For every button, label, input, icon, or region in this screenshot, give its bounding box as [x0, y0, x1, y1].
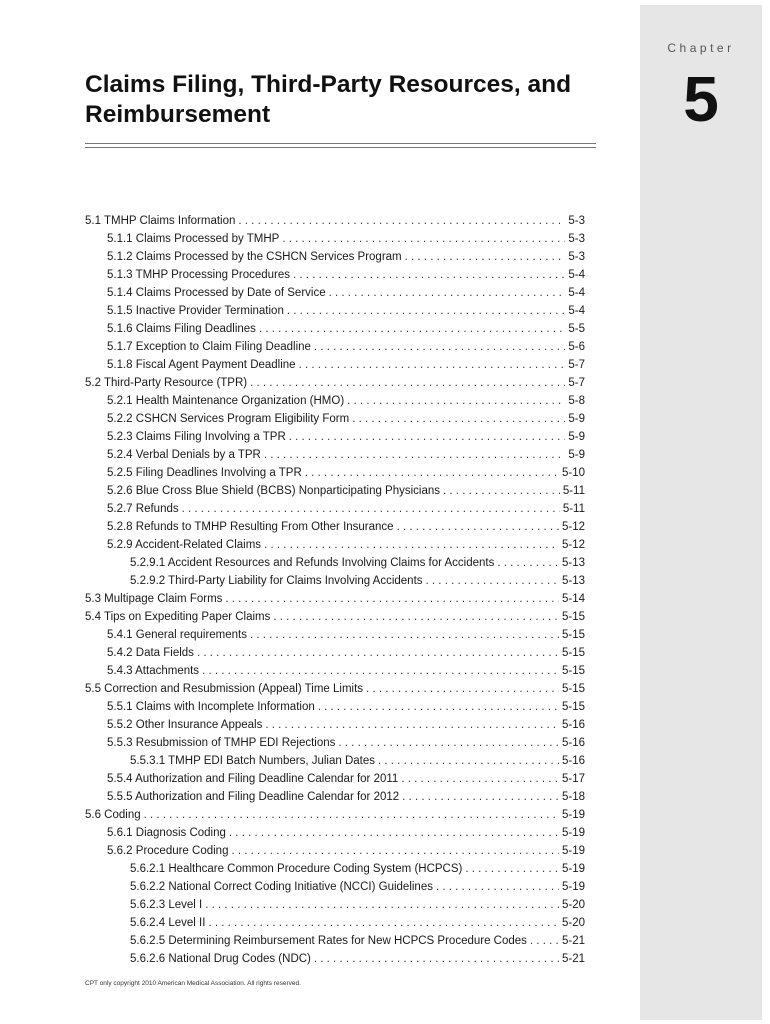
- toc-entry[interactable]: [85, 356, 585, 374]
- toc-entry-page: 5-4: [568, 287, 585, 299]
- table-of-contents: [85, 212, 585, 968]
- toc-entry-page: 5-6: [568, 341, 585, 353]
- toc-entry-label: 5.1.5 Inactive Provider Termination: [107, 305, 284, 317]
- toc-entry-page: 5-20: [561, 899, 585, 911]
- toc-dot-leader: [338, 734, 559, 752]
- toc-entry[interactable]: [85, 536, 585, 554]
- toc-entry[interactable]: [85, 662, 585, 680]
- toc-dot-leader: [282, 230, 565, 248]
- toc-entry-label: 5.2.1 Health Maintenance Organization (HMO): [107, 395, 345, 407]
- toc-entry[interactable]: [85, 428, 585, 446]
- toc-dot-leader: [264, 446, 566, 464]
- toc-entry-page: 5-11: [562, 485, 585, 497]
- toc-entry-label: 5.3 Multipage Claim Forms: [85, 593, 223, 605]
- toc-dot-leader: [289, 428, 566, 446]
- toc-entry-label: 5.4 Tips on Expediting Paper Claims: [85, 611, 271, 623]
- toc-dot-leader: [293, 266, 565, 284]
- toc-entry-page: 5-3: [568, 233, 585, 245]
- toc-dot-leader: [205, 896, 559, 914]
- toc-dot-leader: [530, 932, 559, 950]
- toc-entry-page: 5-3: [568, 251, 585, 263]
- toc-dot-leader: [314, 950, 559, 968]
- toc-entry[interactable]: [85, 554, 585, 572]
- toc-entry[interactable]: [85, 716, 585, 734]
- toc-entry-page: 5-4: [568, 269, 585, 281]
- toc-entry-label: 5.6.2 Procedure Coding: [107, 845, 229, 857]
- toc-entry-page: 5-7: [568, 377, 585, 389]
- toc-entry-page: 5-16: [561, 719, 585, 731]
- toc-entry-label: 5.6.2.1 Healthcare Common Procedure Coding System (HCPCS): [130, 863, 463, 875]
- toc-dot-leader: [238, 212, 565, 230]
- toc-entry-page: 5-15: [561, 683, 585, 695]
- toc-entry[interactable]: [85, 950, 585, 968]
- toc-entry-label: 5.1.3 TMHP Processing Procedures: [107, 269, 291, 281]
- toc-dot-leader: [225, 590, 559, 608]
- toc-entry-label: 5.6.2.3 Level I: [130, 899, 203, 911]
- toc-entry[interactable]: [85, 860, 585, 878]
- toc-dot-leader: [259, 320, 565, 338]
- toc-entry-label: 5.1.7 Exception to Claim Filing Deadline: [107, 341, 311, 353]
- toc-dot-leader: [329, 284, 566, 302]
- toc-dot-leader: [352, 410, 565, 428]
- toc-entry-label: 5.2.3 Claims Filing Involving a TPR: [107, 431, 286, 443]
- toc-entry[interactable]: [85, 590, 585, 608]
- toc-entry-page: 5-18: [561, 791, 585, 803]
- toc-entry-page: 5-4: [568, 305, 585, 317]
- toc-entry-label: 5.6.2.4 Level II: [130, 917, 206, 929]
- toc-dot-leader: [426, 572, 559, 590]
- toc-entry[interactable]: [85, 752, 585, 770]
- toc-entry-page: 5-10: [561, 467, 585, 479]
- toc-entry-page: 5-3: [568, 215, 585, 227]
- toc-entry-label: 5.2.9.2 Third-Party Liability for Claims Involving Accidents: [130, 575, 423, 587]
- toc-entry-label: 5.1.1 Claims Processed by TMHP: [107, 233, 280, 245]
- toc-entry-label: 5.1 TMHP Claims Information: [85, 215, 236, 227]
- toc-entry[interactable]: [85, 932, 585, 950]
- chapter-sidebar: [640, 5, 762, 1020]
- toc-entry[interactable]: [85, 482, 585, 500]
- toc-dot-leader: [401, 770, 559, 788]
- toc-entry[interactable]: [85, 410, 585, 428]
- toc-entry-page: 5-19: [561, 845, 585, 857]
- toc-entry-page: 5-20: [561, 917, 585, 929]
- toc-entry-label: 5.5.4 Authorization and Filing Deadline Calendar for 2011: [107, 773, 399, 785]
- toc-dot-leader: [318, 698, 559, 716]
- toc-entry-label: 5.6.1 Diagnosis Coding: [107, 827, 226, 839]
- toc-entry[interactable]: [85, 788, 585, 806]
- toc-entry[interactable]: [85, 338, 585, 356]
- toc-dot-leader: [264, 536, 559, 554]
- toc-entry[interactable]: [85, 842, 585, 860]
- toc-entry-page: 5-21: [561, 953, 585, 965]
- toc-dot-leader: [202, 662, 559, 680]
- toc-entry[interactable]: [85, 824, 585, 842]
- toc-entry-page: 5-15: [561, 629, 585, 641]
- toc-entry-page: 5-8: [568, 395, 585, 407]
- toc-entry-label: 5.5.5 Authorization and Filing Deadline Calendar for 2012: [107, 791, 400, 803]
- toc-entry-page: 5-9: [568, 449, 585, 461]
- toc-entry-label: 5.2.4 Verbal Denials by a TPR: [107, 449, 261, 461]
- toc-dot-leader: [378, 752, 559, 770]
- toc-entry-label: 5.2.2 CSHCN Services Program Eligibility Form: [107, 413, 350, 425]
- toc-dot-leader: [287, 302, 566, 320]
- toc-entry-label: 5.4.2 Data Fields: [107, 647, 194, 659]
- toc-dot-leader: [265, 716, 559, 734]
- toc-entry-page: 5-13: [561, 575, 585, 587]
- toc-entry-label: 5.2.8 Refunds to TMHP Resulting From Other Insurance: [107, 521, 394, 533]
- toc-dot-leader: [229, 824, 559, 842]
- toc-entry-page: 5-19: [561, 863, 585, 875]
- toc-entry[interactable]: [85, 770, 585, 788]
- toc-entry-label: 5.2.6 Blue Cross Blue Shield (BCBS) Nonparticipating Physicians: [107, 485, 441, 497]
- toc-entry[interactable]: [85, 626, 585, 644]
- toc-entry[interactable]: [85, 806, 585, 824]
- toc-entry-page: 5-19: [561, 809, 585, 821]
- toc-entry-page: 5-16: [561, 737, 585, 749]
- toc-entry[interactable]: [85, 698, 585, 716]
- toc-entry-label: 5.6.2.6 National Drug Codes (NDC): [130, 953, 311, 965]
- toc-entry-label: 5.5.3 Resubmission of TMHP EDI Rejections: [107, 737, 336, 749]
- toc-entry-page: 5-12: [561, 521, 585, 533]
- toc-dot-leader: [231, 842, 559, 860]
- toc-entry-page: 5-14: [561, 593, 585, 605]
- toc-entry[interactable]: [85, 572, 585, 590]
- toc-dot-leader: [402, 788, 559, 806]
- toc-entry[interactable]: [85, 374, 585, 392]
- toc-entry-page: 5-9: [568, 413, 585, 425]
- toc-dot-leader: [182, 500, 560, 518]
- toc-entry[interactable]: [85, 266, 585, 284]
- toc-entry[interactable]: [85, 446, 585, 464]
- toc-entry-page: 5-5: [568, 323, 585, 335]
- toc-entry-label: 5.2.9.1 Accident Resources and Refunds Involving Claims for Accidents: [130, 557, 495, 569]
- toc-entry-label: 5.6.2.5 Determining Reimbursement Rates for New HCPCS Procedure Codes: [130, 935, 527, 947]
- toc-dot-leader: [305, 464, 559, 482]
- toc-entry-label: 5.2 Third-Party Resource (TPR): [85, 377, 248, 389]
- toc-entry[interactable]: [85, 644, 585, 662]
- toc-entry[interactable]: [85, 230, 585, 248]
- toc-entry[interactable]: [85, 248, 585, 266]
- title-divider: [85, 143, 596, 148]
- toc-entry-label: 5.1.8 Fiscal Agent Payment Deadline: [107, 359, 296, 371]
- toc-entry-label: 5.1.6 Claims Filing Deadlines: [107, 323, 256, 335]
- toc-entry-page: 5-12: [561, 539, 585, 551]
- toc-entry[interactable]: [85, 914, 585, 932]
- toc-dot-leader: [347, 392, 565, 410]
- toc-entry[interactable]: [85, 680, 585, 698]
- toc-entry[interactable]: [85, 896, 585, 914]
- toc-entry[interactable]: [85, 608, 585, 626]
- toc-entry-label: 5.5.1 Claims with Incomplete Information: [107, 701, 315, 713]
- toc-entry-label: 5.2.5 Filing Deadlines Involving a TPR: [107, 467, 302, 479]
- copyright-footer: CPT only copyright 2010 American Medical Association. All rights reserved.: [85, 980, 301, 987]
- toc-entry-page: 5-16: [561, 755, 585, 767]
- toc-dot-leader: [250, 626, 559, 644]
- toc-dot-leader: [299, 356, 566, 374]
- toc-entry-page: 5-21: [561, 935, 585, 947]
- toc-entry[interactable]: [85, 734, 585, 752]
- toc-entry-label: 5.2.7 Refunds: [107, 503, 179, 515]
- toc-dot-leader: [273, 608, 559, 626]
- toc-entry[interactable]: [85, 302, 585, 320]
- toc-dot-leader: [497, 554, 559, 572]
- toc-entry-page: 5-17: [561, 773, 585, 785]
- toc-entry-page: 5-19: [561, 881, 585, 893]
- toc-entry[interactable]: [85, 392, 585, 410]
- toc-entry-page: 5-15: [561, 611, 585, 623]
- page-title: Claims Filing, Third-Party Resources, and Reimbursement: [85, 71, 572, 128]
- toc-entry-page: 5-9: [568, 431, 585, 443]
- toc-dot-leader: [250, 374, 565, 392]
- toc-entry-label: 5.2.9 Accident-Related Claims: [107, 539, 262, 551]
- toc-entry-label: 5.4.1 General requirements: [107, 629, 247, 641]
- toc-entry-page: 5-15: [561, 701, 585, 713]
- toc-entry-page: 5-19: [561, 827, 585, 839]
- toc-dot-leader: [397, 518, 559, 536]
- toc-entry-page: 5-7: [568, 359, 585, 371]
- toc-entry-page: 5-13: [561, 557, 585, 569]
- toc-entry[interactable]: [85, 500, 585, 518]
- toc-entry[interactable]: [85, 284, 585, 302]
- toc-dot-leader: [366, 680, 559, 698]
- toc-entry[interactable]: [85, 320, 585, 338]
- toc-entry-label: 5.1.4 Claims Processed by Date of Service: [107, 287, 326, 299]
- toc-entry-label: 5.6.2.2 National Correct Coding Initiative (NCCI) Guidelines: [130, 881, 433, 893]
- chapter-label: Chapter: [667, 41, 735, 55]
- toc-entry[interactable]: [85, 878, 585, 896]
- toc-dot-leader: [405, 248, 566, 266]
- toc-entry-page: 5-15: [561, 665, 585, 677]
- toc-entry-label: 5.1.2 Claims Processed by the CSHCN Services Program: [107, 251, 402, 263]
- toc-dot-leader: [197, 644, 559, 662]
- toc-entry-label: 5.6 Coding: [85, 809, 141, 821]
- toc-entry[interactable]: [85, 518, 585, 536]
- toc-entry-label: 5.5 Correction and Resubmission (Appeal) Time Limits: [85, 683, 364, 695]
- toc-dot-leader: [144, 806, 559, 824]
- toc-entry-page: 5-11: [562, 503, 585, 515]
- chapter-number: 5: [683, 63, 719, 135]
- toc-entry-label: 5.4.3 Attachments: [107, 665, 200, 677]
- toc-dot-leader: [465, 860, 559, 878]
- toc-entry[interactable]: [85, 464, 585, 482]
- toc-dot-leader: [314, 338, 565, 356]
- toc-dot-leader: [443, 482, 560, 500]
- toc-entry-label: 5.5.2 Other Insurance Appeals: [107, 719, 263, 731]
- toc-dot-leader: [436, 878, 559, 896]
- toc-dot-leader: [208, 914, 559, 932]
- toc-entry-page: 5-15: [561, 647, 585, 659]
- toc-entry[interactable]: [85, 212, 585, 230]
- toc-entry-label: 5.5.3.1 TMHP EDI Batch Numbers, Julian Dates: [130, 755, 376, 767]
